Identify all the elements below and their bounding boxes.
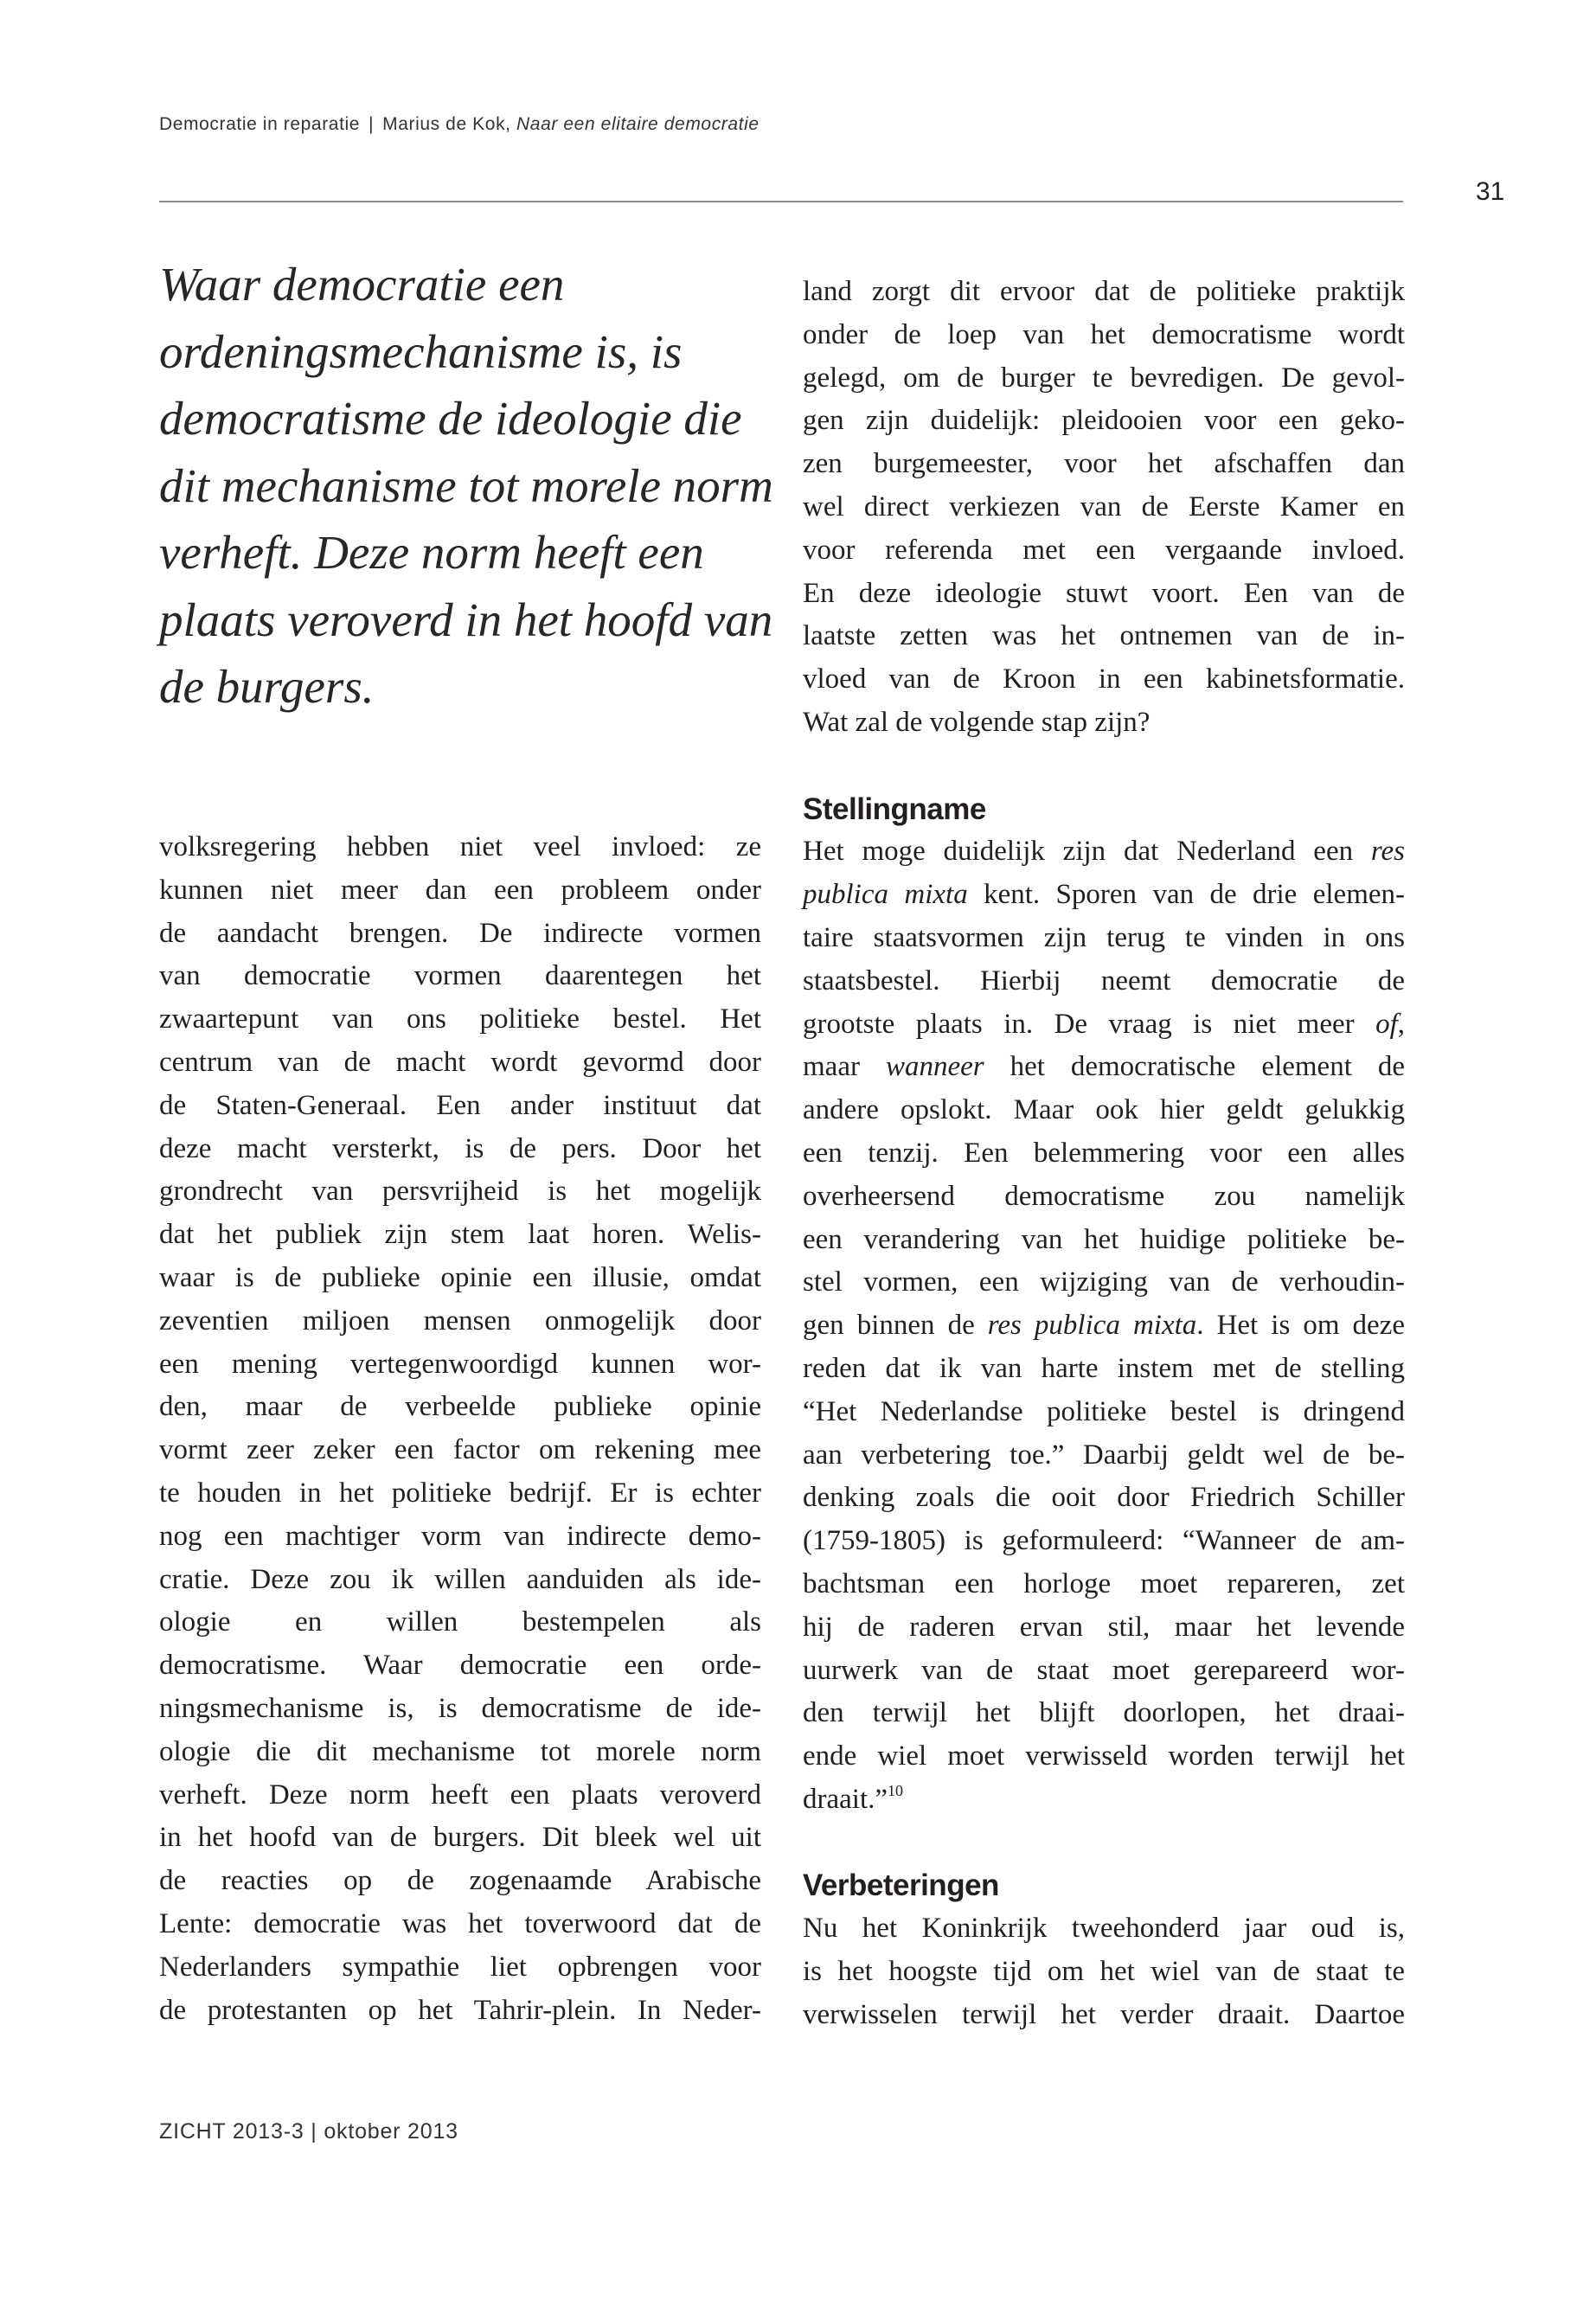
section-heading-stellingname: Stellingname [803,792,986,826]
body-line: Nederlanders sympathie liet opbrengen voor [159,1951,761,1983]
section-heading-verbeteringen: Verbeteringen [803,1868,999,1903]
body-line: taire staatsvormen zijn terug te vinden in ons [803,921,1405,953]
footnote-marker[interactable]: 10 [888,1781,904,1799]
body-line: gelegd, om de burger te bevredigen. De gevol- [803,362,1405,394]
body-line: zen burgemeester, voor het afschaffen dan [803,448,1405,480]
body-line: volksregering hebben niet veel invloed: ze [159,831,761,862]
body-line: waar is de publieke opinie een illusie, omdat [159,1261,761,1293]
text-run: draait.” [803,1783,888,1815]
body-line: deze macht versterkt, is de pers. Door het [159,1132,761,1164]
body-line: Lente: democratie was het toverwoord dat de [159,1907,761,1939]
body-line: Nu het Koninkrijk tweehonderd jaar oud is, [803,1913,1405,1945]
body-line: zwaartepunt van ons politieke bestel. Het [159,1003,761,1035]
running-head [159,114,760,135]
body-line: nog een machtiger vorm van indirecte demo- [159,1520,761,1552]
body-line: een mening vertegenwoordigd kunnen wor- [159,1348,761,1380]
pull-quote-line: dit mechanisme tot morele norm [159,458,773,512]
body-line: de protestanten op het Tahrir-plein. In Neder- [159,1994,761,2026]
body-line: verwisselen terwijl het verder draait. Daartoe [803,1998,1405,2030]
paragraph-spacer [803,1822,1405,1865]
body-line: vormt zeer zeker een factor om rekening mee [159,1434,761,1466]
italic-term: wanneer [885,1051,984,1083]
body-line: andere opslokt. Maar ook hier geldt gelukkig [803,1094,1405,1126]
body-line: zeventien miljoen mensen onmogelijk door [159,1304,761,1336]
text-run: kent. Sporen van de drie elemen- [967,879,1405,911]
body-line: staatsbestel. Hierbij neemt democratie de [803,965,1405,997]
body-line: cratie. Deze zou ik willen aanduiden als ide- [159,1563,761,1595]
body-line: hij de raderen ervan stil, maar het levende [803,1611,1405,1643]
body-line: uurwerk van de staat moet gerepareerd wor- [803,1654,1405,1686]
pull-quote-line: plaats veroverd in het hoofd van [159,593,773,646]
body-line: van democratie vormen daarentegen het [159,960,761,992]
body-line [803,1046,1405,1089]
text-run: , [1397,1008,1405,1040]
right-column-body [803,271,1405,2037]
text-run: . Het is om deze [1196,1310,1405,1342]
italic-term: res publica mixta [987,1310,1197,1342]
page-number: 31 [1476,177,1505,206]
body-line: stel vormen, een wijziging van de verhoudin- [803,1266,1405,1298]
body-line: Wat zal de volgende stap zijn? [803,706,1151,738]
body-line: vloed van de Kroon in een kabinetsformatie. [803,663,1405,695]
body-line: grondrecht van persvrijheid is het mogelijk [159,1176,761,1208]
author-name: Marius de Kok, [382,114,511,134]
italic-term: res [1370,836,1405,868]
body-line: overheersend democratisme zou namelijk [803,1180,1405,1212]
body-line: aan verbetering toe.” Daarbij geldt wel de be- [803,1439,1405,1471]
body-line: dat het publiek zijn stem laat horen. Welis- [159,1219,761,1251]
pull-quote-line: Waar democratie een [159,258,565,311]
page-footer: ZICHT 2013-3 | oktober 2013 [159,2119,458,2144]
text-run: gen binnen de [803,1310,988,1342]
body-line: land zorgt dit ervoor dat de politieke praktijk [803,276,1405,307]
body-line: denking zoals die ooit door Friedrich Schiller [803,1482,1405,1514]
body-line: “Het Nederlandse politieke bestel is dringend [803,1395,1405,1427]
body-line: een verandering van het huidige politieke be- [803,1223,1405,1255]
body-line: laatste zetten was het ontnemen van de in- [803,620,1405,652]
body-line: ologie en willen bestempelen als [159,1606,761,1638]
text-run: Het moge duidelijk zijn dat Nederland een [803,836,1371,868]
italic-term: of [1375,1008,1398,1040]
body-line: ende wiel moet verwisseld worden terwijl het [803,1740,1405,1772]
body-line: in het hoofd van de burgers. Dit bleek wel uit [159,1822,761,1854]
body-line: een tenzij. Een belemmering voor een alles [803,1137,1405,1169]
article-title: Naar een elitaire democratie [516,114,760,134]
text-run: het democratische element de [984,1051,1405,1083]
pull-quote-line: verheft. Deze norm heeft een [159,526,704,579]
left-column-body [159,826,761,2032]
header-rule [159,201,1403,202]
paragraph-spacer [803,745,1405,788]
body-line: reden dat ik van harte instem met de stelling [803,1352,1405,1384]
body-line: den, maar de verbeelde publieke opinie [159,1391,761,1423]
body-line: den terwijl het blijft doorlopen, het draai- [803,1697,1405,1729]
body-line: de aandacht brengen. De indirecte vormen [159,917,761,949]
body-line: centrum van de macht wordt gevormd door [159,1046,761,1078]
text-run: grootste plaats in. De vraag is niet meer [803,1008,1376,1040]
pull-quote [159,251,782,721]
body-line: democratisme. Waar democratie een orde- [159,1650,761,1682]
body-line [803,1779,1405,1822]
header-separator: | [369,114,375,134]
pull-quote-line: de burgers. [159,660,375,713]
pull-quote-line: ordeningsmechanisme is, is [159,324,683,378]
text-run: maar [803,1051,886,1083]
italic-term: publica mixta [803,879,968,911]
section-title: Democratie in reparatie [159,114,361,134]
body-line: En deze ideologie stuwt voort. Een van de [803,577,1405,609]
body-line: de Staten-Generaal. Een ander instituut dat [159,1089,761,1121]
body-line [803,830,1405,874]
body-line: ningsmechanisme is, is democratisme de ide- [159,1692,761,1724]
body-line [803,1003,1405,1047]
body-line: is het hoogste tijd om het wiel van de staat te [803,1956,1405,1988]
body-line: de reacties op de zogenaamde Arabische [159,1865,761,1897]
body-line: bachtsman een horloge moet repareren, zet [803,1567,1405,1599]
body-line: te houden in het politieke bedrijf. Er is echter [159,1477,761,1509]
body-line: ologie die dit mechanisme tot morele norm [159,1735,761,1767]
body-line: wel direct verkiezen van de Eerste Kamer en [803,490,1405,522]
body-line: (1759-1805) is geformuleerd: “Wanneer de am- [803,1525,1405,1557]
body-line: gen zijn duidelijk: pleidooien voor een geko- [803,405,1405,437]
body-line: voor referenda met een vergaande invloed. [803,534,1405,566]
body-line: verheft. Deze norm heeft een plaats veroverd [159,1779,761,1811]
body-line: onder de loep van het democratisme wordt [803,318,1405,350]
pull-quote-line: democratisme de ideologie die [159,392,742,445]
body-line: kunnen niet meer dan een probleem onder [159,874,761,906]
body-line [803,874,1405,917]
body-line [803,1304,1405,1348]
